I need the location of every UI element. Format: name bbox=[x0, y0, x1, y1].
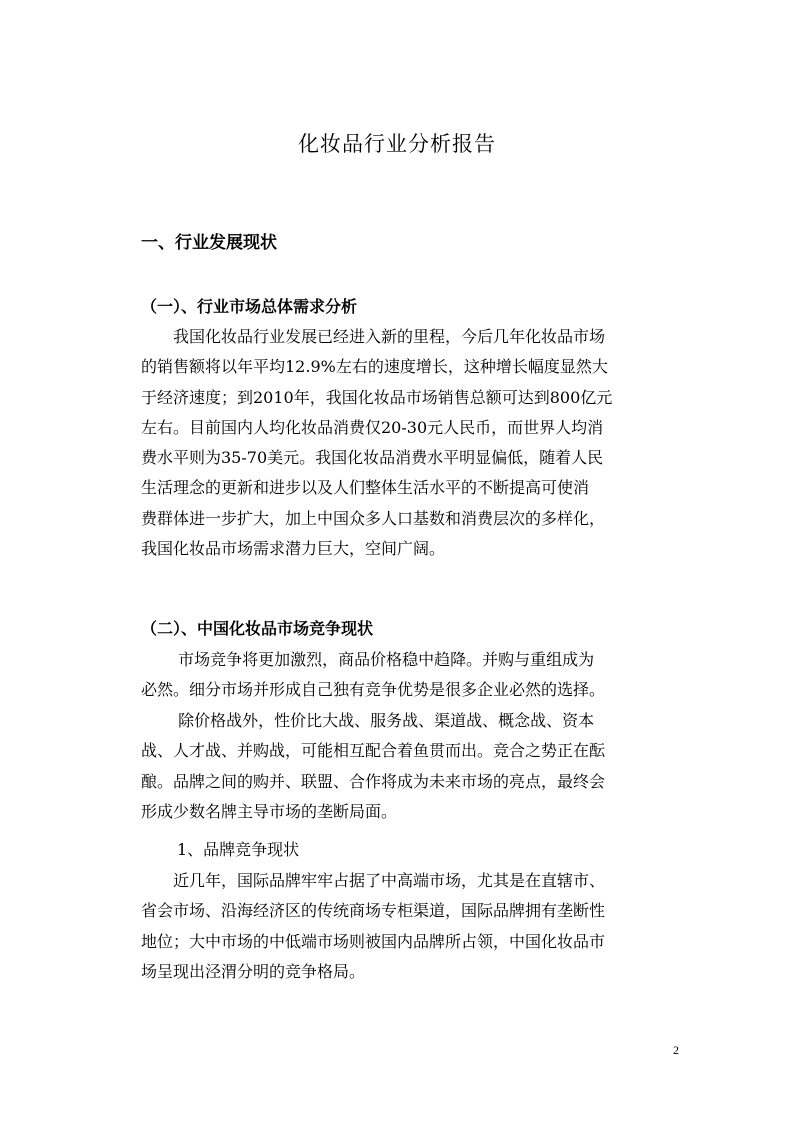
paragraph-market-demand: 我国化妆品行业发展已经进入新的里程，今后几年化妆品市场 的销售额将以年平均12.9%左右的速度增长，这种增长幅度显然大 于经济速度；到2010年，我国化妆品市场销售总额可达到800亿元 左右。目前国内人均化妆品消费仅20-30元人民币，而世界人均消 费水平则为35-70美元。我国化妆品消费水平明显偏低，随着人民 生活理念的更新和进步以及人们整体生活水平的不断提高可使消 费群体进一步扩大，加上中国众多人口基数和消费层次的多样化， 我国化妆品市场需求潜力巨大，空间广阔。 bbox=[141, 327, 613, 559]
paragraph-brand-competition: 近几年，国际品牌牢牢占据了中高端市场，尤其是在直辖市、 省会市场、沿海经济区的传统商场专柜渠道，国际品牌拥有垄断性 地位；大中市场的中低端市场则被国内品牌所占领，中国化妆品市 场呈现出泾渭分明的竞争格局。 bbox=[141, 871, 606, 981]
paragraph-competition-forms: 除价格战外，性价比大战、服务战、渠道战、概念战、资本 战、人才战、并购战，可能相互配合着鱼贯而出。竞合之势正在酝 酿。品牌之间的购并、联盟、合作将成为未来市场的亮点，最终会 形成少数名牌主导市场的垄断局面。 bbox=[141, 711, 606, 821]
section-heading-industry-status: 一、行业发展现状 bbox=[141, 233, 277, 253]
paragraph-competition-intensifies: 市场竞争将更加激烈，商品价格稳中趋降。并购与重组成为 必然。细分市场并形成自己独有竞争优势是很多企业必然的选择。 bbox=[141, 650, 606, 700]
subsection-heading-competition: （二）、中国化妆品市场竞争现状 bbox=[141, 619, 374, 638]
page-number: 2 bbox=[673, 1043, 679, 1057]
subsection-heading-market-demand: （一）、行业市场总体需求分析 bbox=[141, 297, 358, 316]
page-title: 化妆品行业分析报告 bbox=[298, 132, 496, 156]
item-heading-brand-competition: 1、品牌竞争现状 bbox=[177, 840, 300, 859]
